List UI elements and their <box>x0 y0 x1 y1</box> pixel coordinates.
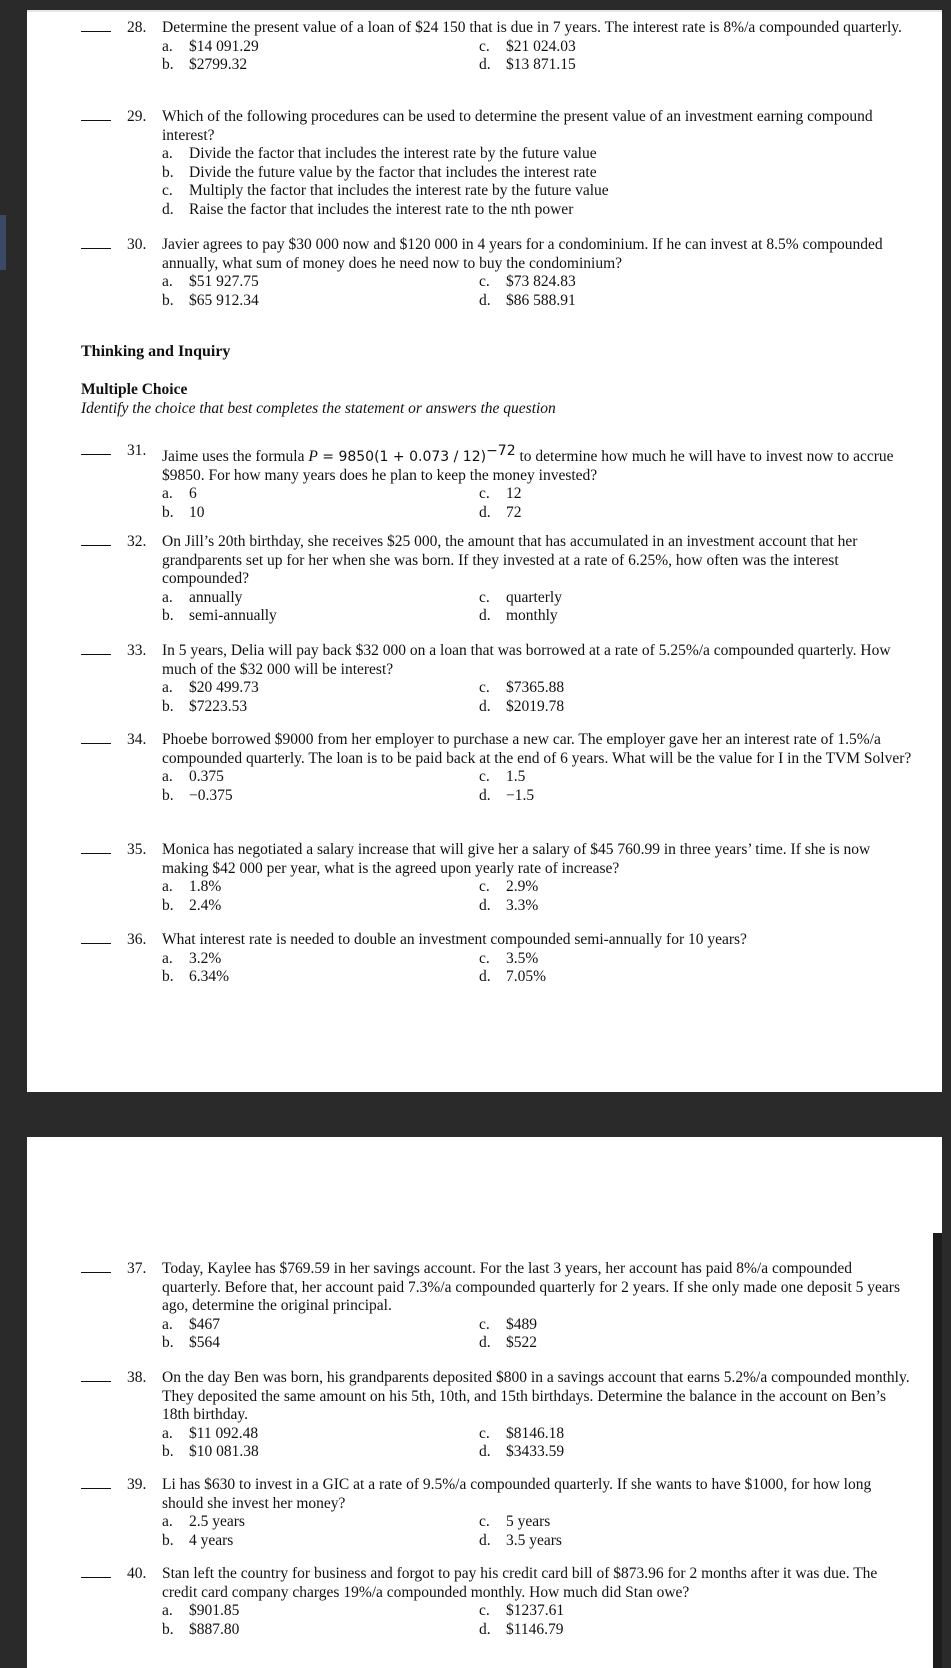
question-number: 35. <box>127 841 147 858</box>
option-d[interactable]: d. monthly <box>479 607 558 624</box>
option-d[interactable]: d. 72 <box>479 503 522 521</box>
question-36 <box>27 931 927 987</box>
option-d[interactable]: d. $86 588.91 <box>479 291 576 309</box>
option-a[interactable]: a. 6 <box>162 485 197 503</box>
question-30 <box>27 236 927 310</box>
answer-blank[interactable] <box>81 1577 111 1578</box>
option-b[interactable]: b. semi-annually <box>162 607 277 624</box>
subheading: Multiple Choice <box>81 381 188 398</box>
section-heading: Thinking and Inquiry <box>81 343 231 360</box>
option-d[interactable]: d. $1146.79 <box>479 1620 564 1638</box>
question-stem: Today, Kaylee has $769.59 in her savings account. For the last 3 years, her account has paid 8%/a compounded quarterly. Before that, her account paid 7.3%/a compounded quarterly for 2 years. If she only made one deposit 5 years ago, determine the original principal. <box>162 1260 900 1314</box>
option-d[interactable]: d. $13 871.15 <box>479 56 576 73</box>
question-stem: What interest rate is needed to double an investment compounded semi-annually for 10 years? <box>162 931 747 948</box>
answer-blank[interactable] <box>81 1272 111 1273</box>
options <box>162 768 922 805</box>
answer-blank[interactable] <box>81 1381 111 1382</box>
question-number: 28. <box>127 19 147 36</box>
question-number: 29. <box>127 108 147 125</box>
option-c[interactable]: c. 2.9% <box>479 878 539 895</box>
options <box>162 1602 922 1639</box>
worksheet-page-2 <box>27 1137 942 1668</box>
worksheet-page-1 <box>27 10 942 1092</box>
question-40 <box>27 1565 927 1639</box>
question-stem: Determine the present value of a loan of $24 150 that is due in 7 years. The interest rate is 8%/a compounded quarterly. <box>162 19 902 36</box>
option-c[interactable]: c. $1237.61 <box>479 1602 565 1619</box>
option-a[interactable]: a. Divide the factor that includes the interest rate by the future value <box>162 145 597 162</box>
option-a[interactable]: a. 3.2% <box>162 949 222 967</box>
question-number: 40. <box>127 1565 147 1582</box>
margin-mark <box>0 215 6 270</box>
option-b[interactable]: b. $10 081.38 <box>162 1443 259 1460</box>
question-stem: Javier agrees to pay $30 000 now and $120 000 in 4 years for a condominium. If he can invest at 8.5% compounded annually, what sum of money does he need now to buy the condominium? <box>162 236 883 272</box>
option-d[interactable]: d. $522 <box>479 1334 537 1351</box>
option-b[interactable]: b. 10 <box>162 503 205 521</box>
option-b[interactable]: b. $65 912.34 <box>162 291 259 309</box>
option-a[interactable]: a. $51 927.75 <box>162 273 259 290</box>
options <box>162 1316 922 1353</box>
option-d[interactable]: d. −1.5 <box>479 786 535 804</box>
option-d[interactable]: d. Raise the factor that includes the interest rate to the nth power <box>162 200 574 218</box>
options <box>162 145 922 219</box>
question-number: 37. <box>127 1260 147 1277</box>
question-29 <box>27 108 927 219</box>
options <box>162 38 922 75</box>
answer-blank[interactable] <box>81 853 111 854</box>
option-a[interactable]: a. 2.5 years <box>162 1513 245 1530</box>
question-number: 30. <box>127 236 147 253</box>
option-c[interactable]: c. 1.5 <box>479 768 526 785</box>
option-b[interactable]: b. −0.375 <box>162 786 233 804</box>
question-number: 36. <box>127 931 147 948</box>
question-number: 31. <box>127 442 147 459</box>
question-38 <box>27 1369 927 1462</box>
option-c[interactable]: c. 3.5% <box>479 949 539 967</box>
question-32 <box>27 533 927 626</box>
options <box>162 1513 922 1550</box>
answer-blank[interactable] <box>81 120 111 121</box>
option-b[interactable]: b. 6.34% <box>162 968 230 985</box>
question-number: 34. <box>127 731 147 748</box>
page-edge <box>933 1233 942 1668</box>
question-stem: On Jill’s 20th birthday, she receives $25 000, the amount that has accumulated in an investment account that her grandparents set up for her when she was born. If they invested at a rate of 6.25%, how often was the interest compounded? <box>162 533 858 587</box>
answer-blank[interactable] <box>81 31 111 32</box>
option-b[interactable]: b. 4 years <box>162 1531 234 1549</box>
option-a[interactable]: a. annually <box>162 588 243 606</box>
question-31 <box>27 442 927 522</box>
options <box>162 950 922 987</box>
option-a[interactable]: a. $11 092.48 <box>162 1424 259 1442</box>
option-c[interactable]: c. $489 <box>479 1315 537 1333</box>
question-number: 33. <box>127 642 147 659</box>
options <box>162 485 922 522</box>
page-top-rule <box>27 10 942 12</box>
question-35 <box>27 841 927 915</box>
option-d[interactable]: d. $3433.59 <box>479 1443 565 1460</box>
answer-blank[interactable] <box>81 654 111 655</box>
option-b[interactable]: b. 2.4% <box>162 896 222 914</box>
answer-blank[interactable] <box>81 743 111 744</box>
answer-blank[interactable] <box>81 454 111 455</box>
option-c[interactable]: c. $21 024.03 <box>479 37 576 55</box>
answer-blank[interactable] <box>81 943 111 944</box>
option-c[interactable]: c. 5 years <box>479 1513 551 1530</box>
option-d[interactable]: d. 3.3% <box>479 896 539 914</box>
question-37 <box>27 1260 927 1353</box>
instructions: Identify the choice that best completes the statement or answers the question <box>81 400 556 417</box>
option-d[interactable]: d. 3.5 years <box>479 1531 562 1549</box>
question-stem: Stan left the country for business and forgot to pay his credit card bill of $873.96 for 2 months after it was due. The credit card company charges 19%/a compounded monthly. How much did Stan owe? <box>162 1565 878 1601</box>
option-a[interactable]: a. 1.8% <box>162 878 222 895</box>
options <box>162 1425 922 1462</box>
option-a[interactable]: a. 0.375 <box>162 768 224 785</box>
options <box>162 878 922 915</box>
question-33 <box>27 642 927 716</box>
question-stem: In 5 years, Delia will pay back $32 000 on a loan that was borrowed at a rate of 5.25%/a compounded quarterly. How much of the $32 000 will be interest? <box>162 642 891 678</box>
options <box>162 679 922 716</box>
question-stem: On the day Ben was born, his grandparents deposited $800 in a savings account that earns 5.2%/a compounded monthly. They deposited the same amount on his 5th, 10th, and 15th birthdays. Determine the balance in the account on Ben’s 18th birthday. <box>162 1369 910 1423</box>
options <box>162 273 922 310</box>
option-c[interactable]: c. quarterly <box>479 588 562 606</box>
option-d[interactable]: d. 7.05% <box>479 968 547 985</box>
option-a[interactable]: a. $467 <box>162 1315 220 1333</box>
option-b[interactable]: b. $564 <box>162 1334 220 1351</box>
question-stem: Li has $630 to invest in a GIC at a rate of 9.5%/a compounded quarterly. If she wants to have $1000, for how long should she invest her money? <box>162 1476 872 1512</box>
option-b[interactable]: b. $2799.32 <box>162 56 248 73</box>
formula: = 9850(1 + 0.073 / 12) <box>317 449 487 466</box>
option-b[interactable]: b. $7223.53 <box>162 697 248 715</box>
question-28 <box>27 19 927 75</box>
option-c[interactable]: c. $73 824.83 <box>479 273 576 290</box>
option-c[interactable]: c. $7365.88 <box>479 679 565 696</box>
question-stem: Phoebe borrowed $9000 from her employer to purchase a new car. The employer gave her an interest rate of 1.5%/a compounded quarterly. The loan is to be paid back at the end of 6 years. What will be the value for I in the TVM Solver? <box>162 731 912 767</box>
option-a[interactable]: a. $20 499.73 <box>162 679 259 696</box>
answer-blank[interactable] <box>81 248 111 249</box>
option-c[interactable]: c. 12 <box>479 485 522 503</box>
question-number: 38. <box>127 1369 147 1386</box>
option-d[interactable]: d. $2019.78 <box>479 697 565 715</box>
option-a[interactable]: a. $901.85 <box>162 1602 240 1619</box>
question-number: 32. <box>127 533 147 550</box>
option-a[interactable]: a. $14 091.29 <box>162 37 259 55</box>
question-39 <box>27 1476 927 1550</box>
answer-blank[interactable] <box>81 1488 111 1489</box>
question-34 <box>27 731 927 805</box>
question-stem: Jaime uses the formula $P = 9850(1 + 0.073 / 12)^{-72}$ to determine how much he will have to invest now to accrue $9850. For how many years does he plan to keep the money invested? <box>162 443 894 484</box>
answer-blank[interactable] <box>81 545 111 546</box>
options <box>162 589 922 626</box>
question-stem: Which of the following procedures can be used to determine the present value of an investment earning compound interest? <box>162 108 873 144</box>
question-number: 39. <box>127 1476 147 1493</box>
option-c[interactable]: c. $8146.18 <box>479 1424 565 1442</box>
option-c[interactable]: c. Multiply the factor that includes the interest rate by the future value <box>162 182 609 199</box>
option-b[interactable]: b. $887.80 <box>162 1620 240 1638</box>
option-b[interactable]: b. Divide the future value by the factor that includes the interest rate <box>162 163 597 181</box>
question-stem: Monica has negotiated a salary increase that will give her a salary of $45 760.99 in three years’ time. If she is now making $42 000 per year, what is the agreed upon yearly rate of increase? <box>162 841 871 877</box>
